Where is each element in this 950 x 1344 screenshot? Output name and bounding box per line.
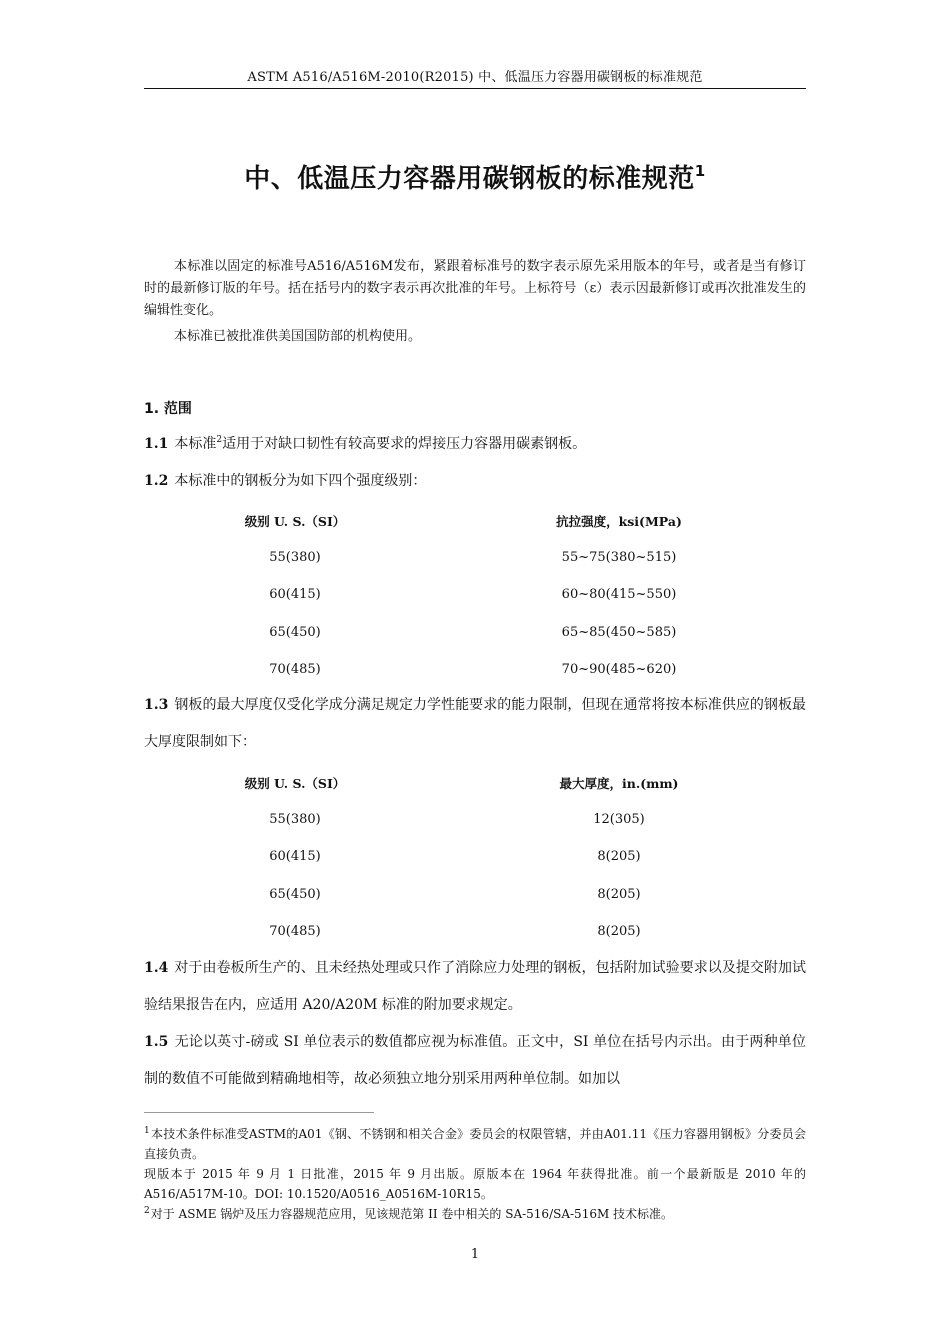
tensile-cell: 65~85(450~585): [561, 624, 677, 640]
footnote-text: 对于 ASME 锅炉及压力容器规范应用，见该规范第 II 卷中相关的 SA-516/SA-516M 技术标准。: [150, 1207, 674, 1221]
table-header-row: [144, 512, 806, 550]
thickness-cell: 12(305): [593, 811, 645, 827]
clause-number: 1.3: [144, 697, 169, 713]
running-header: ASTM A516/A516M-2010(R2015) 中、低温压力容器用碳钢板的标准规范: [247, 70, 703, 85]
footnote-mark: 1: [144, 1126, 150, 1136]
clause-1-3: [144, 687, 806, 761]
table-row: [144, 887, 806, 925]
clause-number: 1.2: [144, 473, 169, 489]
grade-cell: 65(450): [269, 624, 321, 640]
grade-cell: 55(380): [269, 549, 321, 565]
grade-cell: 55(380): [269, 811, 321, 827]
max-thickness-table: [144, 774, 806, 962]
tensile-cell: 55~75(380~515): [561, 549, 677, 565]
grade-cell: 70(485): [269, 924, 321, 939]
table-row: [144, 849, 806, 887]
grade-cell: 60(415): [269, 587, 321, 602]
tensile-cell: 60~80(415~550): [561, 587, 677, 602]
footnotes: [144, 1124, 806, 1224]
page-number: 1: [470, 1247, 480, 1262]
footnote-2: [144, 1204, 806, 1224]
footnote-rule: [144, 1112, 374, 1113]
title-footnote-mark: 1: [694, 162, 706, 180]
thickness-cell: 8(205): [597, 849, 641, 864]
table-row: [144, 587, 806, 625]
intro-block: [144, 256, 806, 348]
footnote-1: [144, 1124, 806, 1164]
tensile-strength-table: [144, 512, 806, 700]
thickness-cell: 8(205): [597, 886, 641, 902]
footnote-mark: 2: [216, 435, 223, 445]
document-title-text: 中、低温压力容器用碳钢板的标准规范: [244, 164, 695, 194]
table-header-row: [144, 774, 806, 812]
clause-text: 钢板的最大厚度仅受化学成分满足规定力学性能要求的能力限制，但现在通常将按本标准供应的钢板最大厚度限制如下：: [144, 697, 806, 750]
clause-1-5: [144, 1024, 806, 1098]
thickness-cell: 8(205): [597, 924, 641, 939]
tensile-cell: 70~90(485~620): [561, 662, 677, 677]
column-header-tensile: 抗拉强度，ksi(MPa): [556, 514, 682, 529]
footnote-text: 本技术条件标准受ASTM的A01《钢、不锈钢和相关合金》委员会的权限管辖，并由A01.11《压力容器用钢板》分委员会直接负责。: [144, 1127, 806, 1161]
clause-text: 本标准中的钢板分为如下四个强度级别：: [174, 473, 427, 489]
column-header-grade: 级别 U. S.（SI）: [244, 776, 346, 791]
footnote-1-continuation: 现版本于 2015 年 9 月 1 日批准，2015 年 9 月出版。原版本在 1964 年获得批准。前一个最新版是 2010 年的 A516/A517M-10。DOI: 10.1520/A0516_A0516M-10R15。: [144, 1167, 806, 1201]
clause-1-1: [144, 426, 806, 463]
grade-cell: 70(485): [269, 662, 321, 677]
document-title: [144, 158, 806, 195]
column-header-thickness: 最大厚度，in.(mm): [559, 776, 679, 791]
header-rule: [144, 88, 806, 89]
table-row: [144, 625, 806, 663]
clause-text: 本标准: [174, 436, 217, 452]
intro-paragraph-designation: 本标准以固定的标准号A516/A516M发布，紧跟着标准号的数字表示原先采用版本的年号，或者是当有修订时的最新修订版的年号。括在括号内的数字表示再次批准的年号。上标符号（ε）表示因最新修订或再次批准发生的编辑性变化。: [144, 259, 806, 318]
grade-cell: 65(450): [269, 886, 321, 902]
intro-paragraph-dod: 本标准已被批准供美国国防部的机构使用。: [174, 329, 422, 344]
footnote-mark: 2: [144, 1206, 150, 1216]
clause-1-4: [144, 950, 806, 1024]
column-header-grade: 级别 U. S.（SI）: [244, 514, 346, 529]
clause-1-2: [144, 463, 806, 500]
clause-text: 无论以英寸-磅或 SI 单位表示的数值都应视为标准值。正文中，SI 单位在括号内示出。由于两种单位制的数值不可能做到精确地相等，故必须独立地分别采用两种单位制。如加以: [144, 1034, 806, 1087]
clause-text: 适用于对缺口韧性有较高要求的焊接压力容器用碳素钢板。: [222, 436, 587, 452]
grade-cell: 60(415): [269, 849, 321, 864]
clause-number: 1.4: [144, 960, 169, 976]
clause-text: 对于由卷板所生产的、且未经热处理或只作了消除应力处理的钢板，包括附加试验要求以及提交附加试验结果报告在内，应适用 A20/A20M 标准的附加要求规定。: [144, 960, 806, 1013]
section-heading-scope: 1. 范围: [144, 401, 192, 417]
table-row: [144, 550, 806, 588]
table-row: [144, 812, 806, 850]
clause-number: 1.5: [144, 1034, 169, 1050]
clause-number: 1.1: [144, 436, 169, 452]
